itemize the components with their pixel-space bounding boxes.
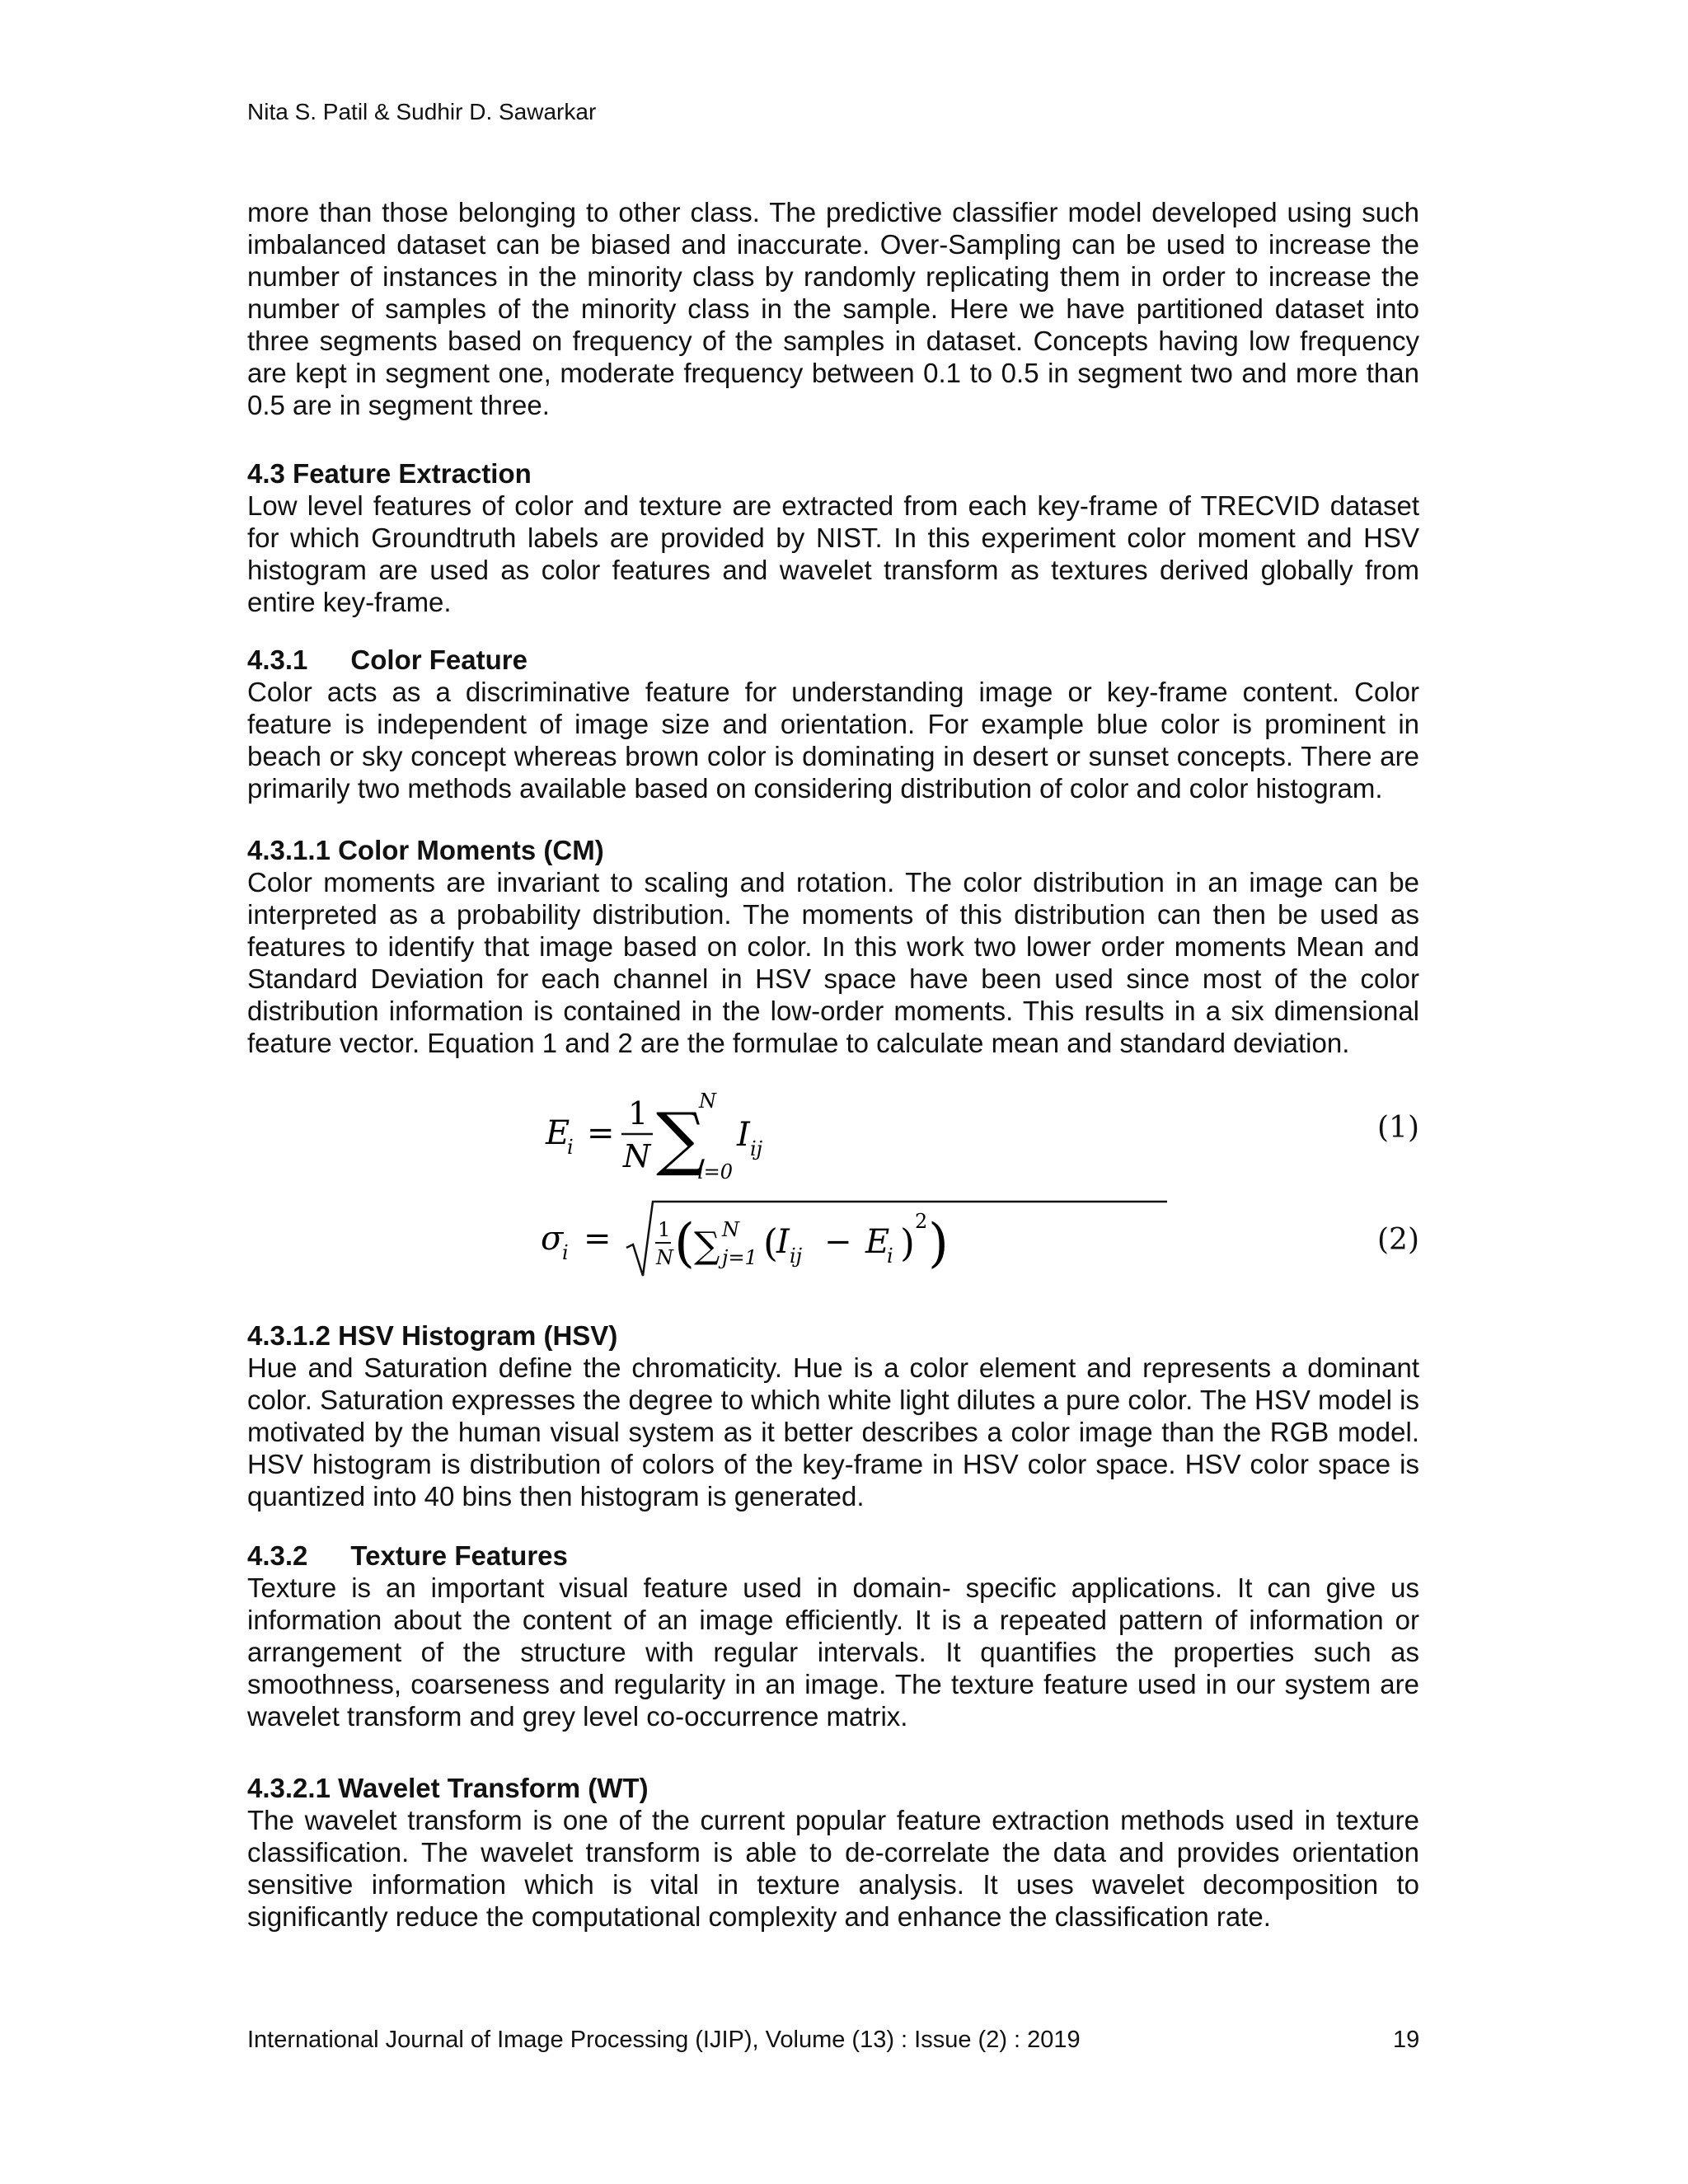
eq1-lhs: E bbox=[546, 1114, 570, 1152]
eq2-lower-limit: j=1 bbox=[722, 1246, 757, 1269]
section-4-3-2-1 bbox=[247, 1772, 1419, 1933]
eq2-frac-numerator: 1 bbox=[658, 1218, 671, 1241]
eq1-term: I bbox=[737, 1116, 750, 1154]
section-4-3-2 bbox=[247, 1540, 1419, 1732]
paragraph-4-3: Low level features of color and texture are extracted from each key-frame of TRECVID dataset for which Groundtruth labels are provided by NIST. In this experiment color moment and HSV histogram are used as color features and wavelet transform as textures derived globally from entire key-frame. bbox=[247, 490, 1419, 617]
equation-1-number: (1) bbox=[1377, 1111, 1419, 1145]
eq2-lhs: σ bbox=[541, 1220, 564, 1258]
eq1-frac-denominator: N bbox=[623, 1138, 651, 1174]
equation-2 bbox=[247, 1193, 1419, 1284]
eq2-term2-sub: i bbox=[887, 1244, 893, 1268]
section-4-3 bbox=[247, 457, 1419, 618]
paragraph-4-3-1: Color acts as a discriminative feature for understanding image or key-frame content. Color feature is independent of image size and orientation. For example blue color is prominent in beach or sky concept whereas brown color is dominating in desert or sunset concepts. There are primarily two methods available based on considering distribution of color and color histogram. bbox=[247, 677, 1419, 804]
section-4-3-1 bbox=[247, 644, 1419, 804]
heading-4-3-2-number: 4.3.2 bbox=[247, 1540, 308, 1571]
equation-2-graphic bbox=[536, 1193, 1245, 1284]
eq2-sigma: ∑ bbox=[694, 1225, 720, 1267]
heading-4-3: 4.3 Feature Extraction bbox=[247, 458, 532, 489]
eq1-lower-limit: i=0 bbox=[697, 1160, 734, 1183]
eq2-term1: I bbox=[776, 1223, 790, 1261]
heading-4-3-1-number: 4.3.1 bbox=[247, 644, 308, 675]
eq1-frac-numerator: 1 bbox=[628, 1095, 649, 1132]
eq1-upper-limit: N bbox=[699, 1090, 716, 1113]
eq2-term1-sub: ij bbox=[790, 1244, 803, 1268]
eq1-sigma: ∑ bbox=[656, 1098, 706, 1179]
eq1-term-sub: ij bbox=[750, 1137, 763, 1160]
equation-2-number: (2) bbox=[1377, 1223, 1419, 1257]
heading-4-3-1-title: Color Feature bbox=[350, 644, 528, 675]
intro-paragraph-block bbox=[247, 196, 1419, 421]
eq1-lhs-sub: i bbox=[567, 1136, 574, 1159]
heading-4-3-2-title: Texture Features bbox=[350, 1540, 568, 1571]
eq2-power: 2 bbox=[915, 1210, 928, 1233]
eq1-equals: = bbox=[587, 1114, 615, 1152]
section-4-3-1-2 bbox=[247, 1319, 1419, 1512]
eq2-frac-denominator: N bbox=[656, 1246, 673, 1269]
eq2-close-paren: ) bbox=[928, 1213, 949, 1274]
heading-4-3-2 bbox=[247, 1540, 1419, 1572]
heading-4-3-1-1: 4.3.1.1 Color Moments (CM) bbox=[247, 835, 604, 865]
paragraph-4-3-2-1: The wavelet transform is one of the current popular feature extraction methods used in texture classification. The wavelet transform is able to de-correlate the data and provides orientation sensitive information which is vital in texture analysis. It uses wavelet decomposition to significantly reduce the computational complexity and enhance the classification rate. bbox=[247, 1805, 1419, 1932]
eq2-inner-close: ) bbox=[900, 1221, 915, 1265]
heading-4-3-1-2: 4.3.1.2 HSV Histogram (HSV) bbox=[247, 1320, 618, 1351]
eq2-upper-limit: N bbox=[722, 1218, 739, 1241]
eq2-lhs-sub: i bbox=[562, 1241, 569, 1264]
intro-paragraph: more than those belonging to other class. The predictive classifier model developed using such imbalanced dataset can be biased and inaccurate. Over-Sampling can be used to increase the number of instances in the minority class by randomly replicating them in order to increase the number of samples of the minority class in the sample. Here we have partitioned dataset into three segments based on frequency of the samples in dataset. Concepts having low frequency are kept in segment one, moderate frequency between 0.1 to 0.5 in segment two and more than 0.5 are in segment three. bbox=[247, 197, 1419, 420]
heading-4-3-1 bbox=[247, 644, 1419, 676]
footer-journal: International Journal of Image Processing (IJIP), Volume (13) : Issue (2) : 2019 bbox=[247, 2027, 1081, 2053]
running-header-authors: Nita S. Patil & Sudhir D. Sawarkar bbox=[247, 99, 597, 124]
eq2-inner-open: ( bbox=[763, 1221, 778, 1265]
paragraph-4-3-1-2: Hue and Saturation define the chromaticity. Hue is a color element and represents a dominant color. Saturation expresses the degree to which white light dilutes a pure color. The HSV model is motivated by the human visual system as it better describes a color image than the RGB model. HSV histogram is distribution of colors of the key-frame in HSV color space. HSV color space is quantized into 40 bins then histogram is generated. bbox=[247, 1352, 1419, 1511]
paragraph-4-3-1-1: Color moments are invariant to scaling and rotation. The color distribution in an image can be interpreted as a probability distribution. The moments of this distribution can then be used as features to identify that image based on color. In this work two lower order moments Mean and Standard Deviation for each channel in HSV space have been used since most of the color distribution information is contained in the low-order moments. This results in a six dimensional feature vector. Equation 1 and 2 are the formulae to calculate mean and standard deviation. bbox=[247, 867, 1419, 1058]
page-number: 19 bbox=[1393, 2027, 1420, 2053]
eq2-open-paren: ( bbox=[674, 1213, 695, 1274]
equation-1 bbox=[247, 1078, 1419, 1185]
eq2-minus: − bbox=[824, 1223, 852, 1261]
eq2-term2: E bbox=[865, 1223, 890, 1261]
heading-4-3-2-1: 4.3.2.1 Wavelet Transform (WT) bbox=[247, 1773, 649, 1803]
section-4-3-1-1 bbox=[247, 834, 1419, 1059]
paragraph-4-3-2: Texture is an important visual feature used in domain- specific applications. It can give us information about the content of an image efficiently. It is a repeated pattern of information or arrangement of the structure with regular intervals. It quantifies the properties such as smoothness, coarseness and regularity in an image. The texture feature used in our system are wavelet transform and grey level co-occurrence matrix. bbox=[247, 1572, 1419, 1732]
equation-1-graphic bbox=[536, 1078, 1113, 1185]
eq2-equals: = bbox=[584, 1220, 612, 1258]
